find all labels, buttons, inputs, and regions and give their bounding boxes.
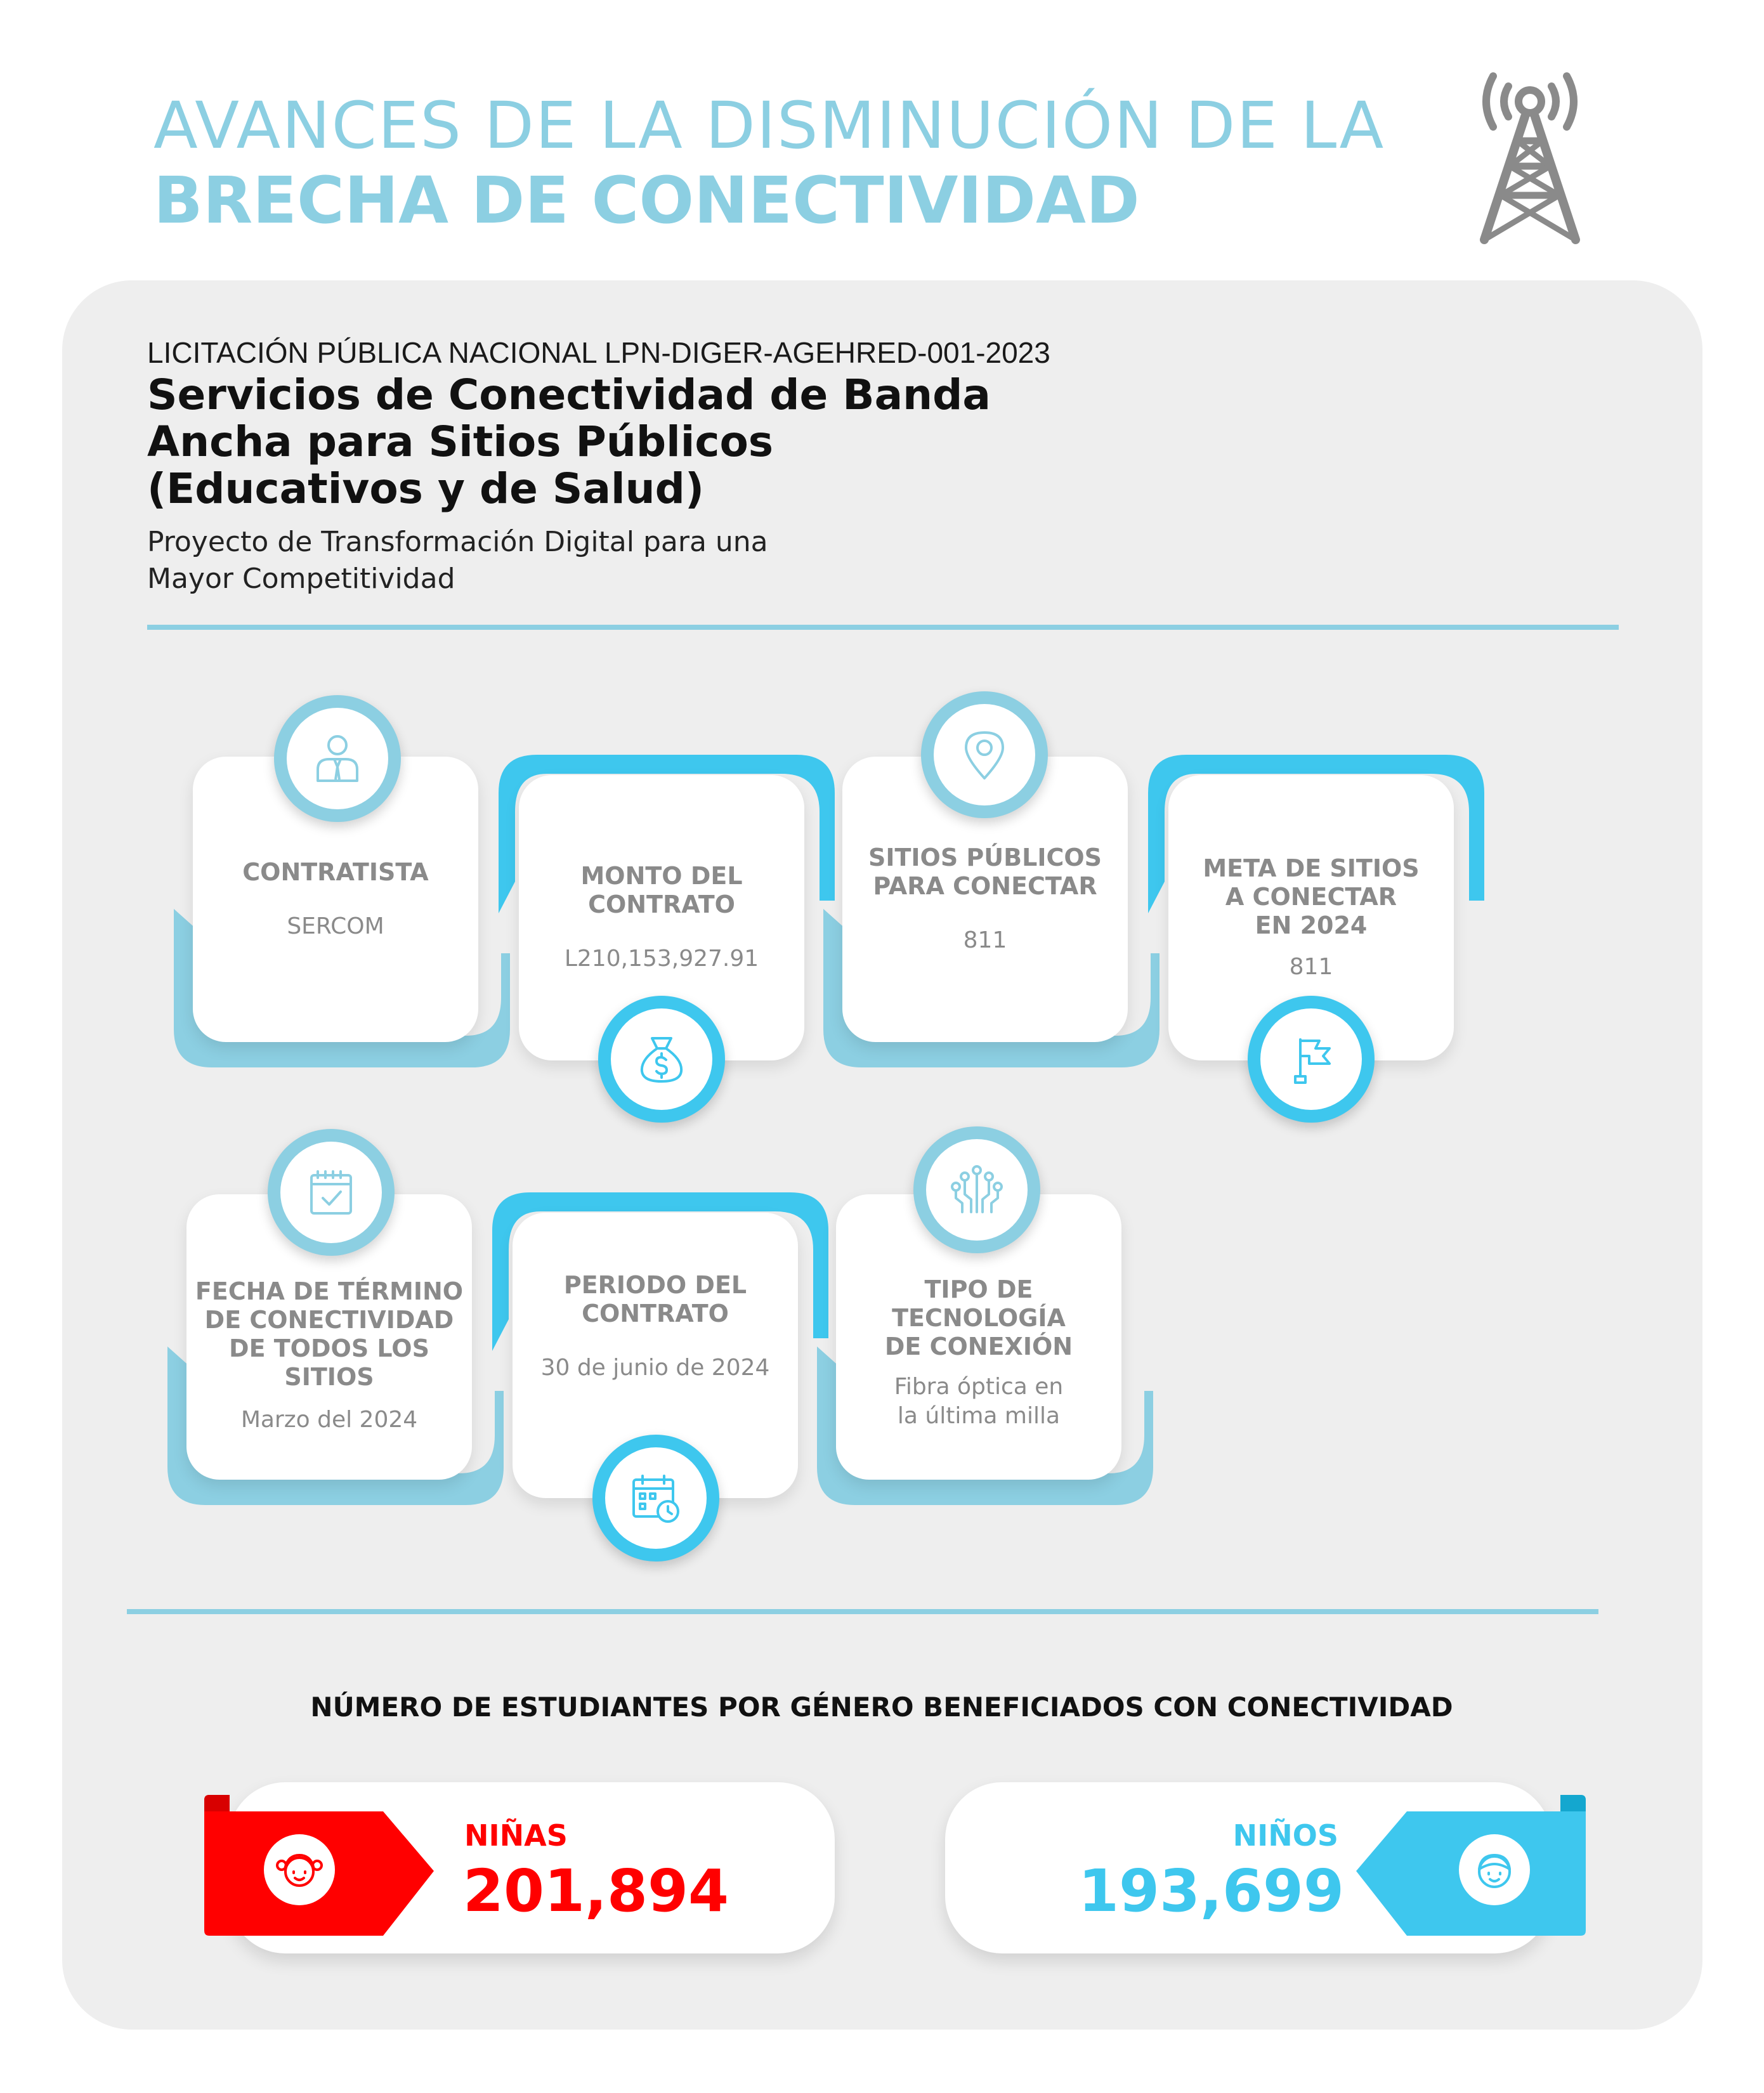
card-value bbox=[894, 1373, 1064, 1431]
card-label-line: TECNOLOGÍA bbox=[892, 1303, 1066, 1332]
card-value-line: L210,153,927.91 bbox=[564, 946, 759, 972]
boys-label: NIÑOS bbox=[1232, 1818, 1338, 1853]
card-value bbox=[1290, 953, 1333, 982]
card-value bbox=[241, 1405, 417, 1435]
public-sites-badge bbox=[921, 691, 1048, 818]
project-name bbox=[147, 524, 1035, 597]
card-label-line: PERIODO DEL bbox=[563, 1271, 747, 1299]
girls-label: NIÑAS bbox=[464, 1818, 568, 1853]
card-value-line: 30 de junio de 2024 bbox=[540, 1355, 770, 1381]
card-label bbox=[885, 1275, 1073, 1361]
card-label-line: CONTRATO bbox=[588, 890, 735, 918]
girl-face-badge bbox=[264, 1834, 335, 1905]
students-section-title: NÚMERO DE ESTUDIANTES POR GÉNERO BENEFICIADOS CON CONECTIVIDAD bbox=[310, 1692, 1453, 1723]
card-label-line: META DE SITIOS bbox=[1203, 854, 1420, 882]
card-value bbox=[964, 926, 1007, 955]
page-title-line-2: BRECHA DE CONECTIVIDAD bbox=[154, 163, 1140, 238]
card-value-line: SERCOM bbox=[287, 913, 384, 939]
card-label-line: A CONECTAR bbox=[1225, 882, 1397, 911]
card-value-line: 811 bbox=[963, 927, 1007, 953]
boys-count: 193,699 bbox=[1078, 1857, 1345, 1925]
page-title-line-1: AVANCES DE LA DISMINUCIÓN DE LA bbox=[154, 88, 1385, 164]
divider bbox=[127, 1609, 1598, 1614]
calendar-check-icon bbox=[304, 1165, 358, 1220]
card-value bbox=[541, 1353, 770, 1383]
card-label-line: EN 2024 bbox=[1255, 911, 1368, 939]
girl-face-icon bbox=[275, 1845, 324, 1894]
card-label bbox=[1203, 854, 1419, 940]
card-label-line: FECHA DE TÉRMINO bbox=[195, 1277, 464, 1305]
girls-count: 201,894 bbox=[463, 1857, 729, 1925]
card-label bbox=[242, 858, 428, 887]
contract-period-badge bbox=[592, 1435, 719, 1562]
project-name-line: Proyecto de Transformación Digital para una bbox=[147, 526, 768, 558]
card-value bbox=[565, 944, 759, 974]
tender-code: LICITACIÓN PÚBLICA NACIONAL LPN-DIGER-AGEHRED-001-2023 bbox=[147, 336, 1050, 369]
card-label bbox=[195, 1277, 463, 1392]
service-title bbox=[147, 372, 1162, 512]
money-bag-icon bbox=[634, 1032, 689, 1086]
card-value-line: la última milla bbox=[897, 1402, 1061, 1429]
card-label-line: CONTRATO bbox=[582, 1300, 729, 1327]
card-label-line: DE CONEXIÓN bbox=[884, 1332, 1073, 1360]
card-value-line: Marzo del 2024 bbox=[240, 1407, 418, 1433]
boy-face-badge bbox=[1459, 1834, 1530, 1905]
card-label bbox=[580, 862, 742, 919]
service-title-line: Servicios de Conectividad de Banda bbox=[147, 370, 991, 419]
card-label-line: MONTO DEL bbox=[580, 862, 743, 890]
person-icon bbox=[310, 731, 365, 786]
circuit-icon bbox=[950, 1163, 1004, 1217]
service-title-line: Ancha para Sitios Públicos bbox=[147, 417, 774, 466]
card-value-line: Fibra óptica en bbox=[894, 1373, 1064, 1400]
end-date-badge bbox=[268, 1129, 395, 1256]
card-label bbox=[868, 844, 1102, 901]
technology-badge bbox=[913, 1126, 1040, 1253]
divider bbox=[147, 625, 1619, 630]
card-value-line: 811 bbox=[1289, 953, 1333, 980]
boy-face-icon bbox=[1470, 1845, 1519, 1894]
amount-badge bbox=[598, 996, 725, 1123]
antenna-tower-icon bbox=[1467, 68, 1593, 247]
project-name-line: Mayor Competitividad bbox=[147, 563, 455, 595]
card-label bbox=[564, 1271, 747, 1328]
card-label-line: CONTRATISTA bbox=[242, 857, 429, 886]
service-title-line: (Educativos y de Salud) bbox=[147, 464, 705, 513]
calendar-clock-icon bbox=[629, 1471, 683, 1525]
contractor-badge bbox=[274, 695, 401, 822]
card-label-line: SITIOS PÚBLICOS bbox=[868, 844, 1102, 871]
card-label-line: DE CONECTIVIDAD bbox=[204, 1306, 454, 1334]
site-goal-badge bbox=[1248, 996, 1375, 1123]
card-label-line: PARA CONECTAR bbox=[873, 872, 1097, 900]
flag-icon bbox=[1284, 1032, 1338, 1086]
card-value bbox=[287, 912, 384, 941]
card-label-line: DE TODOS LOS bbox=[229, 1334, 429, 1362]
location-pin-icon bbox=[957, 727, 1012, 782]
card-label-line: SITIOS bbox=[284, 1363, 374, 1391]
card-label-line: TIPO DE bbox=[924, 1275, 1033, 1303]
